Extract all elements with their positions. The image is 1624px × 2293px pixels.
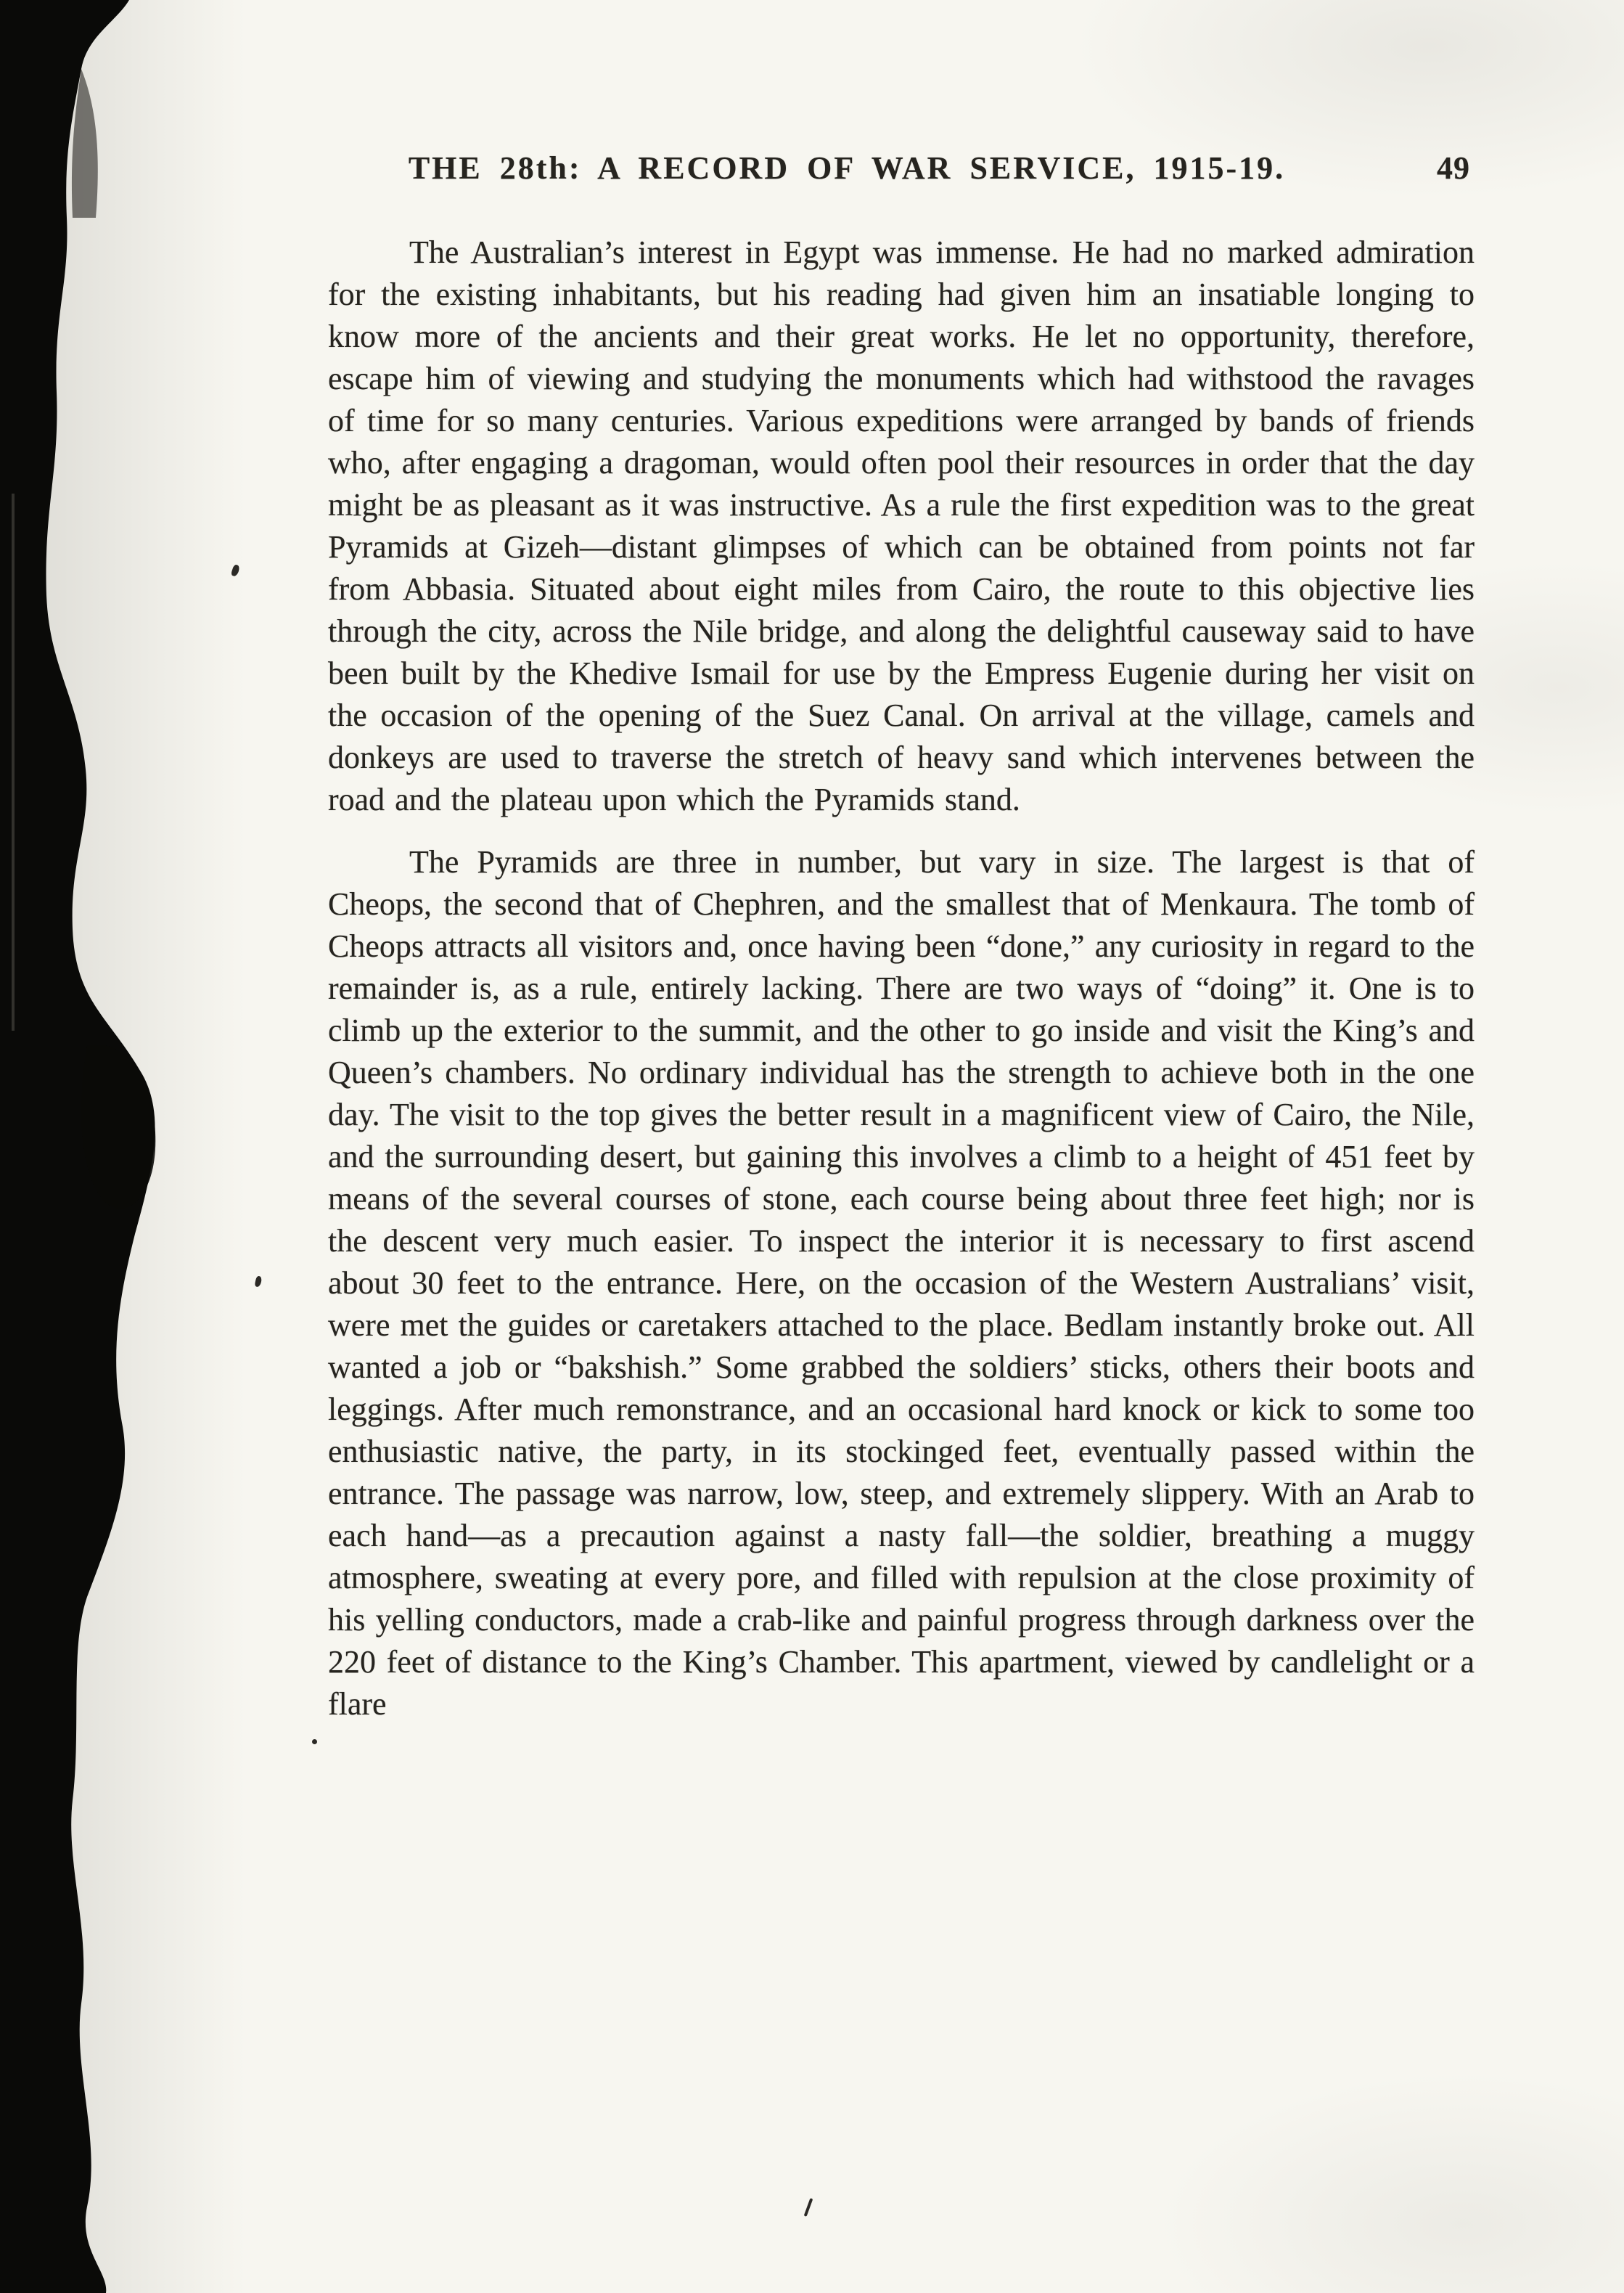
page-number: 49 xyxy=(1437,150,1470,186)
scan-speck xyxy=(231,564,241,577)
paragraph-egypt-interest: The Australian’s interest in Egypt was immense. He had no marked admiration for the existing inhabitants, but his reading had given him an insatiable longing to know more of the ancients and their great works. He let no opportunity, therefore, escape him of viewing and studying the monuments which had withstood the ravages of time for so many centuries. Various expeditions were arranged by bands of friends who, after engaging a dragoman, would often pool their resources in order that the day might be as pleasant as it was instructive. As a rule the first expedition was to the great Pyramids at Gizeh—distant glimpses of which can be obtained from points not far from Abbasia. Situated about eight miles from Cairo, the route to this objective lies through the city, across the Nile bridge, and along the delightful causeway said to have been built by the Khedive Ismail for use by the Empress Eugenie during her visit on the occasion of the opening of the Suez Canal. On arrival at the village, camels and donkeys are used to traverse the stretch of heavy sand which intervenes between the road and the plateau upon which the Pyramids stand. xyxy=(328,234,1475,817)
scan-hairline-artifact xyxy=(12,494,15,1031)
page-content xyxy=(328,150,1475,1725)
scan-speck xyxy=(312,1739,317,1744)
page-header xyxy=(328,150,1475,187)
scan-speck xyxy=(804,2198,813,2217)
paragraph-pyramids: The Pyramids are three in number, but vary in size. The largest is that of Cheops, the second that of Chephren, and the smallest that of Menkaura. The tomb of Cheops attracts all visitors and, once having been “done,” any curiosity in regard to the remainder is, as a rule, entirely lacking. There are two ways of “doing” it. One is to climb up the exterior to the summit, and the other to go inside and visit the King’s and Queen’s chambers. No ordinary individual has the strength to achieve both in the one day. The visit to the top gives the better result in a magnificent view of Cairo, the Nile, and the surrounding desert, but gaining this involves a climb to a height of 451 feet by means of the several courses of stone, each course being about three feet high; nor is the descent very much easier. To inspect the interior it is necessary to first ascend about 30 feet to the entrance. Here, on the occasion of the Western Australians’ visit, were met the guides or caretakers attached to the place. Bedlam instantly broke out. All wanted a job or “bakshish.” Some grabbed the soldiers’ sticks, others their boots and leggings. After much remonstrance, and an occasional hard knock or kick to some too enthusiastic native, the party, in its stockinged feet, eventually passed within the entrance. The passage was narrow, low, steep, and extremely slippery. With an Arab to each hand—as a precaution against a nasty fall—the soldier, breathing a muggy atmosphere, sweating at every pore, and filled with repulsion at the close proximity of his yelling conductors, made a crab-like and painful progress through darkness over the 220 feet of distance to the King’s Chamber. This apartment, viewed by candlelight or a flare xyxy=(328,844,1475,1722)
running-title: THE 28th: A RECORD OF WAR SERVICE, 1915-19. xyxy=(408,150,1286,186)
scan-speck xyxy=(255,1275,263,1287)
body-text xyxy=(328,232,1475,1725)
scan-binding-shadow-icon xyxy=(0,0,174,2293)
